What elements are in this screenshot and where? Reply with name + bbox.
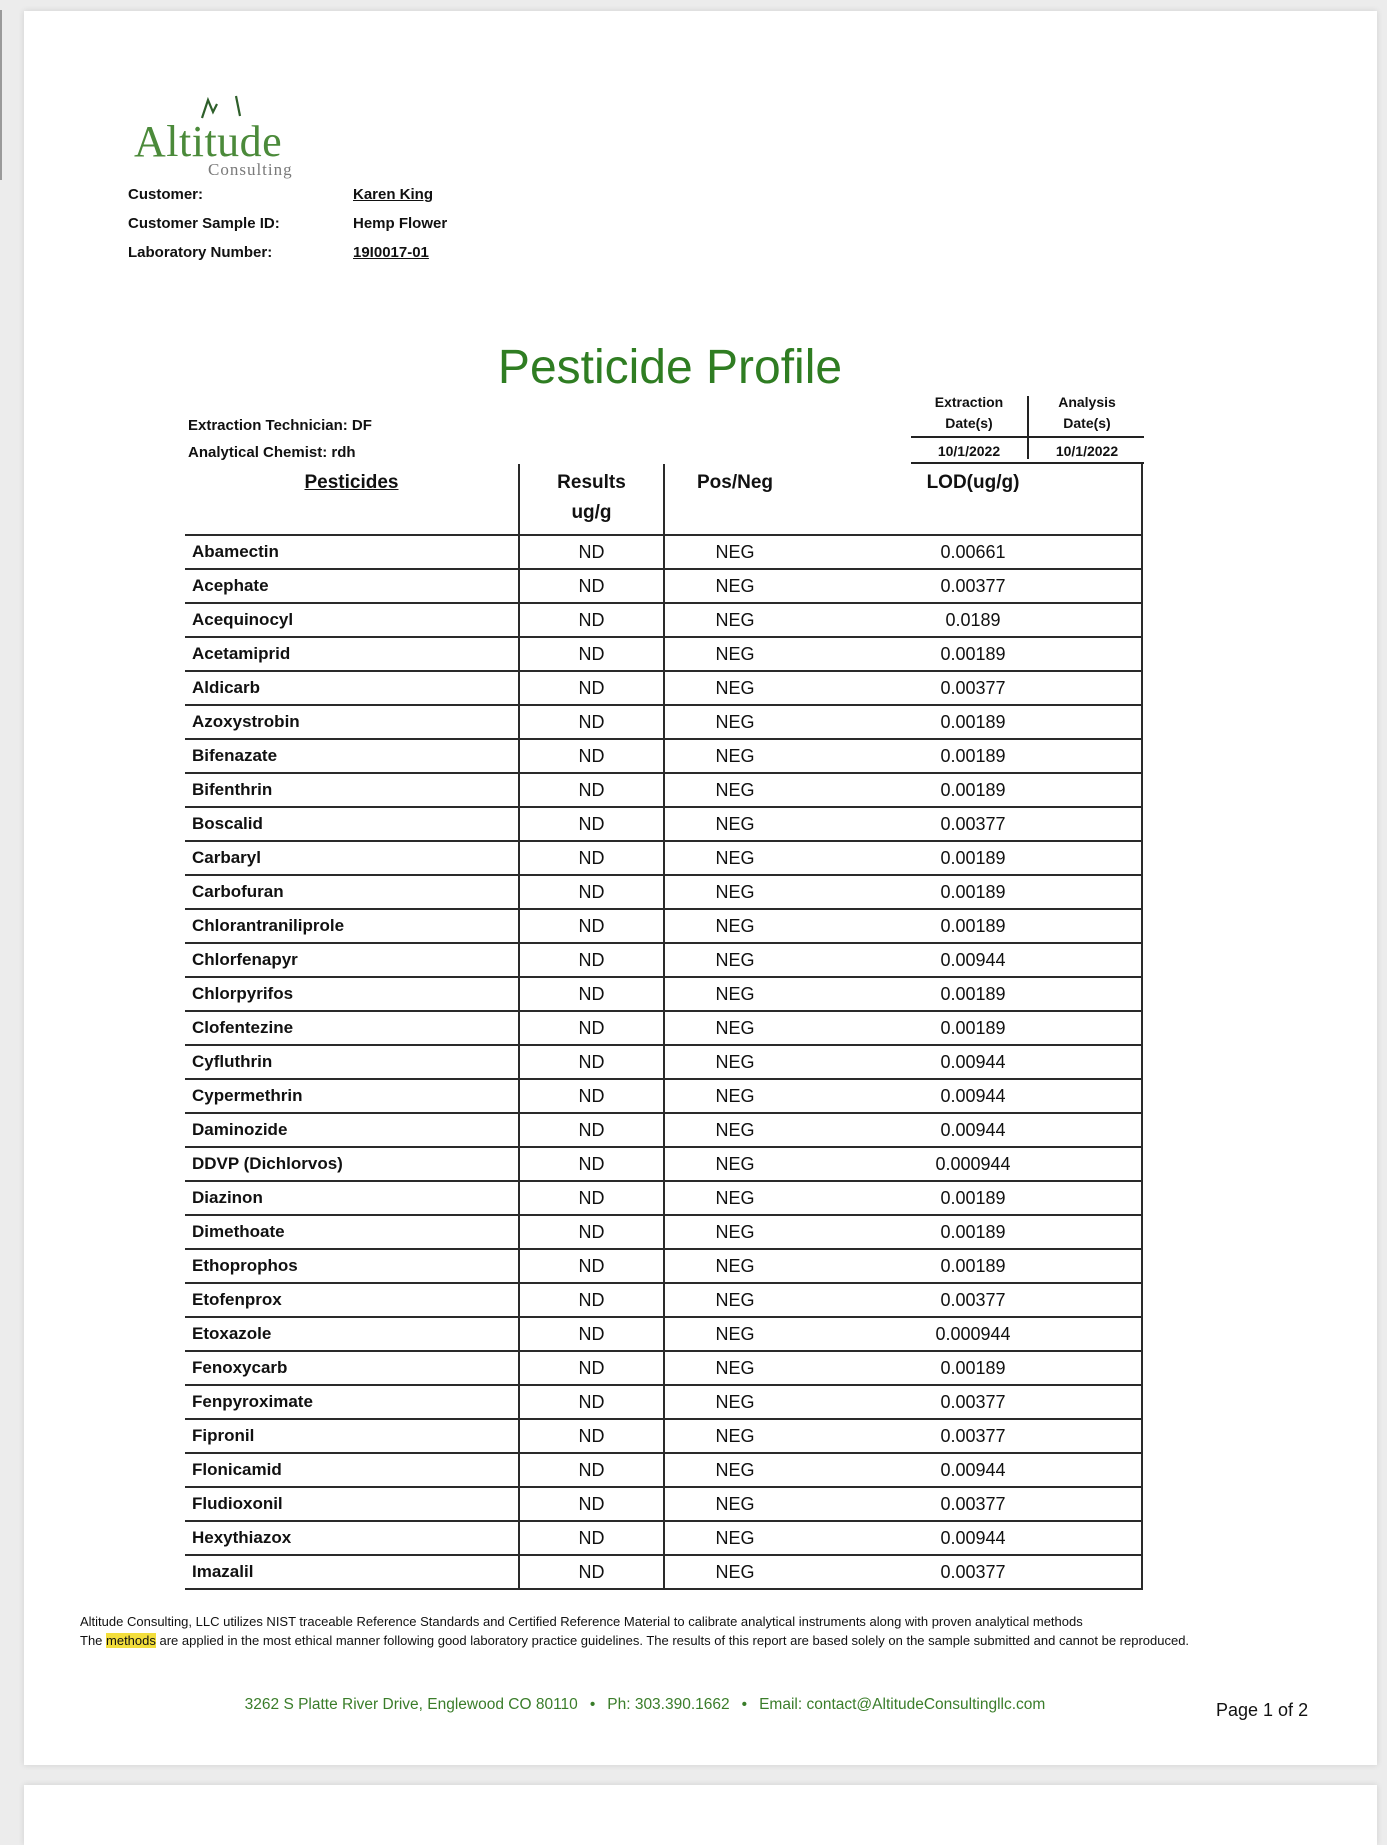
table-row [185,1419,1142,1453]
pesticide-name: Ethoprophos [185,1249,519,1283]
posneg-cell: NEG [664,1249,805,1283]
analysis-date-heading-2: Date(s) [1063,415,1111,431]
result-cell: ND [519,943,664,977]
next-page-preview [24,1785,1377,1845]
disclaimer-line-2-start: The [80,1633,107,1648]
table-row [185,1385,1142,1419]
lod-cell: 0.00377 [805,1385,1142,1419]
lod-cell: 0.00189 [805,1011,1142,1045]
table-row [185,603,1142,637]
posneg-cell: NEG [664,773,805,807]
result-cell: ND [519,603,664,637]
extraction-date-heading: Extraction [934,394,1004,410]
posneg-cell: NEG [664,1521,805,1555]
result-cell: ND [519,807,664,841]
pesticide-name: Flonicamid [185,1453,519,1487]
pesticide-name: Cyfluthrin [185,1045,519,1079]
pesticide-name: Cypermethrin [185,1079,519,1113]
pesticide-name: Acequinocyl [185,603,519,637]
lod-cell: 0.00189 [805,637,1142,671]
table-row [185,1147,1142,1181]
table-header-row [185,464,1142,535]
table-row [185,637,1142,671]
results-unit: ug/g [571,502,612,523]
result-cell: ND [519,1249,664,1283]
pesticide-name: Fipronil [185,1419,519,1453]
table-row [185,1113,1142,1147]
result-cell: ND [519,1385,664,1419]
lod-cell: 0.00377 [805,1555,1142,1589]
result-cell: ND [519,535,664,569]
lod-cell: 0.00377 [805,807,1142,841]
posneg-cell: NEG [664,1487,805,1521]
dates-box [911,392,1144,463]
logo-wordmark: Altitude [134,117,283,166]
result-cell: ND [519,1521,664,1555]
table-row [185,1487,1142,1521]
posneg-cell: NEG [664,1181,805,1215]
result-cell: ND [519,1113,664,1147]
table-row [185,1283,1142,1317]
result-cell: ND [519,705,664,739]
extraction-date-heading-2: Date(s) [945,415,993,431]
analytical-chemist: Analytical Chemist: rdh [188,444,356,461]
lod-cell: 0.00944 [805,1521,1142,1555]
logo-subtitle: Consulting [208,160,293,179]
lod-cell: 0.00189 [805,1215,1142,1249]
footer-contact [180,1696,1110,1714]
table-row [185,807,1142,841]
table-row [185,1045,1142,1079]
pesticide-name: DDVP (Dichlorvos) [185,1147,519,1181]
table-row [185,535,1142,569]
posneg-cell: NEG [664,535,805,569]
result-cell: ND [519,1487,664,1521]
result-cell: ND [519,671,664,705]
lod-cell: 0.00944 [805,1113,1142,1147]
lod-cell: 0.00189 [805,705,1142,739]
extraction-date-column [911,392,1027,459]
lod-cell: 0.00944 [805,1453,1142,1487]
pesticide-name: Dimethoate [185,1215,519,1249]
posneg-cell: NEG [664,841,805,875]
result-cell: ND [519,739,664,773]
result-cell: ND [519,1555,664,1589]
lod-cell: 0.000944 [805,1317,1142,1351]
customer-value: Karen King [353,186,434,203]
posneg-cell: NEG [664,1385,805,1419]
pesticide-name: Daminozide [185,1113,519,1147]
lod-cell: 0.00189 [805,875,1142,909]
result-cell: ND [519,1453,664,1487]
staff-info [188,412,372,466]
posneg-cell: NEG [664,739,805,773]
lod-cell: 0.00944 [805,1079,1142,1113]
footer-phone: Ph: 303.390.1662 [607,1696,730,1713]
result-cell: ND [519,773,664,807]
table-row [185,739,1142,773]
table-row [185,1181,1142,1215]
posneg-cell: NEG [664,1079,805,1113]
lod-cell: 0.00189 [805,773,1142,807]
analysis-date-column [1029,392,1145,459]
window-edge [0,10,2,180]
result-cell: ND [519,1079,664,1113]
table-row [185,909,1142,943]
extraction-date: 10/1/2022 [937,443,1001,459]
lod-cell: 0.0189 [805,603,1142,637]
posneg-cell: NEG [664,1283,805,1317]
posneg-cell: NEG [664,1555,805,1589]
pesticide-name: Clofentezine [185,1011,519,1045]
disclaimer-line-2-rest: are applied in the most ethical manner following good laboratory practice guidelines. The results of this report are based solely on the sample submitted and cannot be reproduced. [155,1633,1190,1648]
lod-cell: 0.00661 [805,535,1142,569]
lod-cell: 0.00189 [805,841,1142,875]
posneg-cell: NEG [664,1045,805,1079]
table-row [185,977,1142,1011]
pesticide-name: Fenoxycarb [185,1351,519,1385]
footer-separator-1: • [589,1696,596,1713]
lod-cell: 0.00189 [805,909,1142,943]
customer-label: Customer: [128,186,204,203]
pesticides-header: Pesticides [185,464,519,535]
posneg-cell: NEG [664,569,805,603]
table-row [185,875,1142,909]
pesticide-name: Diazinon [185,1181,519,1215]
pesticide-name: Etoxazole [185,1317,519,1351]
result-cell: ND [519,1419,664,1453]
pesticide-name: Fludioxonil [185,1487,519,1521]
sample-id-value: Hemp Flower [353,215,448,232]
posneg-cell: NEG [664,977,805,1011]
lod-cell: 0.00189 [805,977,1142,1011]
pesticide-name: Fenpyroximate [185,1385,519,1419]
table-row [185,1249,1142,1283]
pesticide-name: Etofenprox [185,1283,519,1317]
analysis-date-heading: Analysis [1058,394,1116,410]
result-cell: ND [519,841,664,875]
pesticide-name: Boscalid [185,807,519,841]
pesticide-name: Acetamiprid [185,637,519,671]
posneg-cell: NEG [664,1147,805,1181]
pesticide-name: Carbaryl [185,841,519,875]
posneg-cell: NEG [664,1453,805,1487]
pesticide-name: Azoxystrobin [185,705,519,739]
table-row [185,773,1142,807]
posneg-cell: NEG [664,671,805,705]
result-cell: ND [519,1011,664,1045]
pesticide-name: Bifenazate [185,739,519,773]
lod-cell: 0.00377 [805,569,1142,603]
posneg-cell: NEG [664,807,805,841]
posneg-cell: NEG [664,875,805,909]
result-cell: ND [519,909,664,943]
footer-address: 3262 S Platte River Drive, Englewood CO 80110 [244,1696,578,1713]
lod-cell: 0.00189 [805,1181,1142,1215]
result-cell: ND [519,1181,664,1215]
result-cell: ND [519,1215,664,1249]
highlighted-word: methods [106,1633,156,1648]
sample-id-label: Customer Sample ID: [128,215,280,232]
disclaimer-line-1: Altitude Consulting, LLC utilizes NIST traceable Reference Standards and Certified Reference Material to calibrate analytical instruments along with proven analytical methods [80,1614,1083,1629]
table-row [185,1521,1142,1555]
pesticide-name: Abamectin [185,535,519,569]
posneg-cell: NEG [664,1419,805,1453]
table-row [185,705,1142,739]
pesticide-name: Acephate [185,569,519,603]
result-cell: ND [519,977,664,1011]
lod-cell: 0.00944 [805,1045,1142,1079]
disclaimer [80,1612,1200,1650]
posneg-cell: NEG [664,1317,805,1351]
result-cell: ND [519,637,664,671]
table-body [185,535,1142,1589]
posneg-cell: NEG [664,909,805,943]
analysis-date: 10/1/2022 [1055,443,1119,459]
posneg-cell: NEG [664,603,805,637]
pesticide-name: Chlorfenapyr [185,943,519,977]
footer-separator-2: • [741,1696,748,1713]
pesticide-name: Bifenthrin [185,773,519,807]
table-row [185,1215,1142,1249]
lod-cell: 0.00377 [805,1283,1142,1317]
page-number: Page 1 of 2 [1216,1700,1309,1720]
lod-cell: 0.00189 [805,1249,1142,1283]
table-row [185,1011,1142,1045]
lab-number-value: 19I0017-01 [353,244,429,261]
posneg-cell: NEG [664,943,805,977]
lod-header: LOD(ug/g) [805,464,1142,535]
posneg-cell: NEG [664,637,805,671]
pesticide-name: Imazalil [185,1555,519,1589]
results-header: Results ug/g [519,464,664,535]
lod-cell: 0.00377 [805,1419,1142,1453]
result-cell: ND [519,1351,664,1385]
posneg-cell: NEG [664,1351,805,1385]
table-row [185,671,1142,705]
table-row [185,943,1142,977]
posneg-cell: NEG [664,1113,805,1147]
table-row [185,1555,1142,1589]
pesticide-table [185,464,1143,1590]
result-cell: ND [519,875,664,909]
posneg-cell: NEG [664,705,805,739]
posneg-header: Pos/Neg [664,464,805,535]
lod-cell: 0.00377 [805,1487,1142,1521]
table-row [185,569,1142,603]
extraction-technician: Extraction Technician: DF [188,417,372,434]
lod-cell: 0.00377 [805,671,1142,705]
page-title: Pesticide Profile [497,341,843,394]
result-cell: ND [519,1045,664,1079]
lab-number-label: Laboratory Number: [128,244,273,261]
result-cell: ND [519,569,664,603]
posneg-cell: NEG [664,1215,805,1249]
pesticide-name: Hexythiazox [185,1521,519,1555]
pesticide-name: Chlorantraniliprole [185,909,519,943]
date-divider [1027,396,1029,459]
result-cell: ND [519,1317,664,1351]
pesticide-name: Chlorpyrifos [185,977,519,1011]
table-row [185,1079,1142,1113]
pesticide-name: Carbofuran [185,875,519,909]
table-row [185,1317,1142,1351]
result-cell: ND [519,1283,664,1317]
lod-cell: 0.00189 [805,1351,1142,1385]
pesticide-name: Aldicarb [185,671,519,705]
lod-cell: 0.00189 [805,739,1142,773]
lod-cell: 0.000944 [805,1147,1142,1181]
table-row [185,1351,1142,1385]
lod-cell: 0.00944 [805,943,1142,977]
result-cell: ND [519,1147,664,1181]
posneg-cell: NEG [664,1011,805,1045]
footer-email[interactable]: Email: contact@AltitudeConsultingllc.com [759,1696,1046,1713]
table-row [185,1453,1142,1487]
table-row [185,841,1142,875]
altitude-logo [108,94,308,184]
